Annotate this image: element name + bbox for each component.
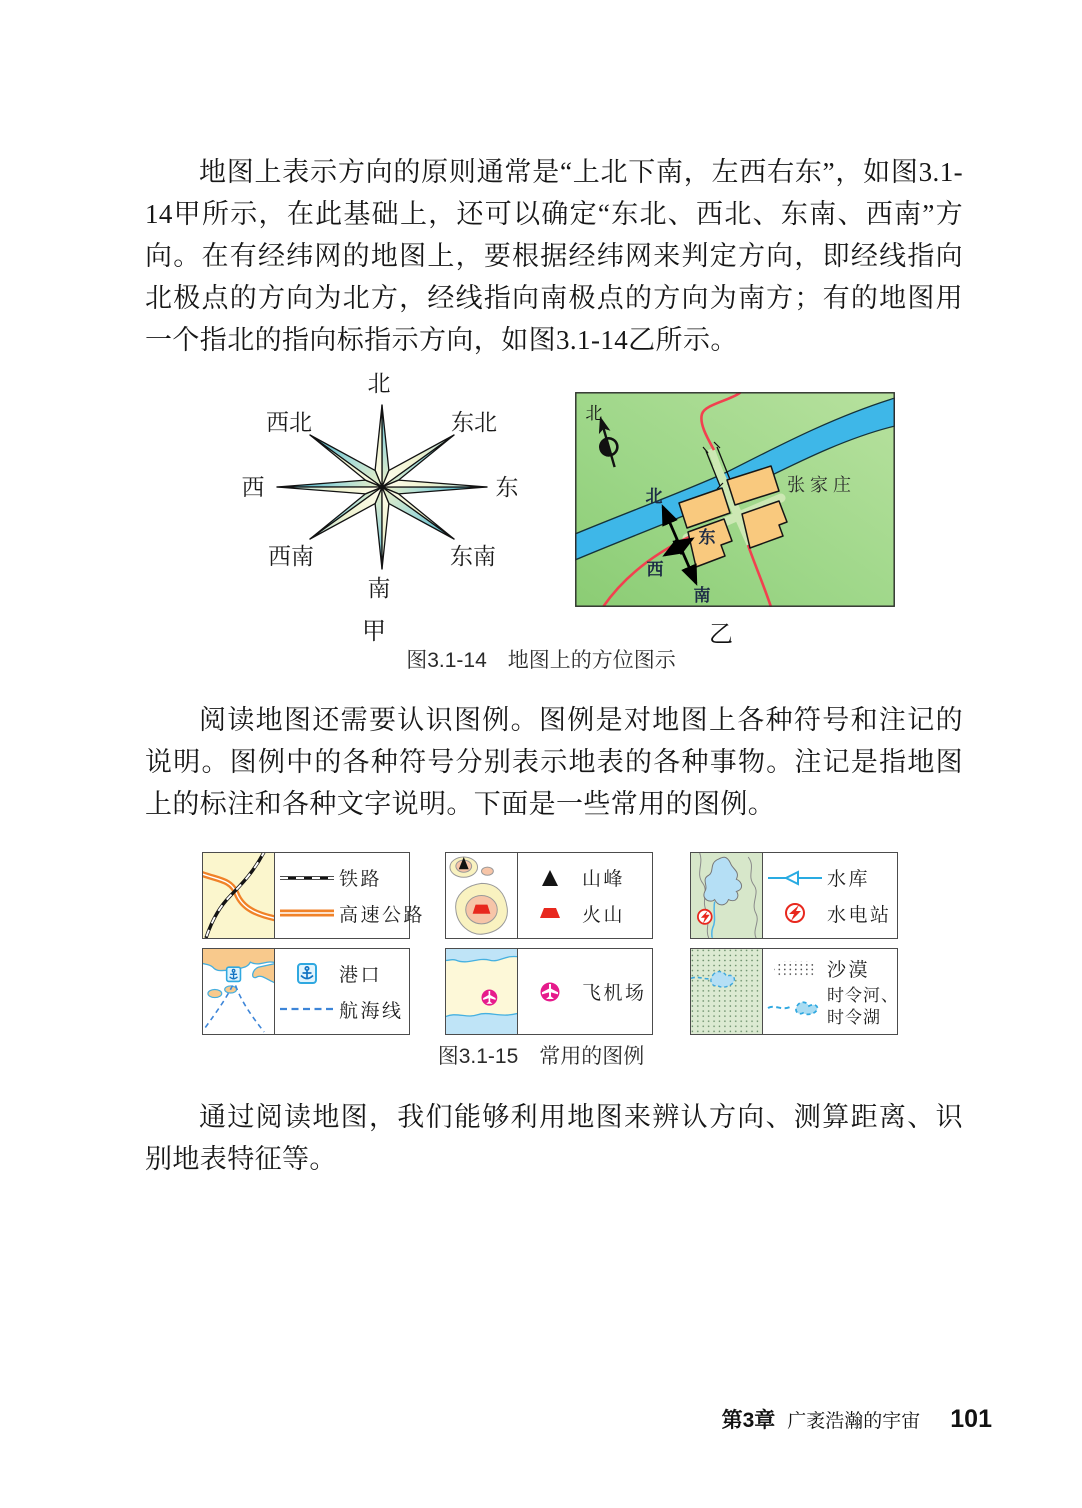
volcano-symbol-icon <box>518 905 582 921</box>
legend-cell-mountain-volcano <box>445 852 653 939</box>
highway-symbol-icon <box>275 905 339 921</box>
legend-label-searoute: 航海线 <box>339 1000 404 1022</box>
legend-cell-airport <box>445 948 653 1035</box>
page-footer <box>722 1404 992 1434</box>
compass-label-north: 北 <box>367 371 391 396</box>
legend-sample-mountain-volcano <box>446 853 518 938</box>
mountain-peak-symbol-icon <box>518 868 582 888</box>
figure14-caption: 图3.1-14 地图上的方位图示 <box>406 649 676 672</box>
railway-symbol-icon <box>275 870 339 886</box>
compass-rose-figure <box>217 367 547 607</box>
legend-label-reservoir: 水库 <box>827 869 871 891</box>
legend-sample-airport <box>446 949 518 1034</box>
map-dir-north-label: 北 <box>645 487 663 506</box>
footer-chapter-number: 第3章 <box>721 1409 776 1432</box>
paragraph-map-directions: 地图上表示方向的原则通常是“上北下南，左西右东”，如图3.1-14甲所示，在此基础上，还可以确定“东北、西北、东南、西南”方向。在有经纬网的地图上，要根据经纬网来判定方向，即经线指向北极点的方向为北方，经线指向南极点的方向为南方；有的地图用一个指北的指向标指示方向，如图3.1-14乙所示。 <box>145 157 963 355</box>
compass-label-southeast: 东南 <box>450 544 496 569</box>
legend-sample-railway-highway <box>203 853 275 938</box>
compass-label-northeast: 东北 <box>451 410 497 435</box>
legend-label-volcano: 火山 <box>582 904 626 926</box>
paragraph-map-uses: 通过阅读地图，我们能够利用地图来辨认方向、测算距离、识别地表特征等。 <box>145 1102 963 1174</box>
legend-label-desert: 沙漠 <box>827 960 871 982</box>
seasonal-river-lake-symbol-icon <box>763 994 827 1020</box>
compass-label-northwest: 西北 <box>266 410 312 435</box>
legend-label-railway: 铁路 <box>339 869 383 891</box>
legend-sample-desert-seasonal <box>691 949 763 1034</box>
map-dir-east-label: 东 <box>698 528 716 547</box>
village-map-figure <box>575 392 895 607</box>
legend-label-hydropower: 水电站 <box>827 904 892 926</box>
compass-label-east: 东 <box>495 475 519 500</box>
village-name-label: 张家庄 <box>787 475 856 495</box>
legend-sample-reservoir-hydro <box>691 853 763 938</box>
compass-label-west: 西 <box>241 475 265 500</box>
figure15-caption: 图3.1-15 常用的图例 <box>437 1045 645 1068</box>
figure14-sublabel-b: 乙 <box>709 622 733 648</box>
compass-label-southwest: 西南 <box>268 544 314 569</box>
legend-label-mountain: 山峰 <box>582 869 626 891</box>
legend-sample-port-searoute <box>203 949 275 1034</box>
legend-cell-reservoir-hydro <box>690 852 898 939</box>
paragraph-map-legend: 阅读地图还需要认识图例。图例是对地图上各种符号和注记的说明。图例中的各种符号分别表示地表的各种事物。注记是指地图上的标注和各种文字说明。下面是一些常用的图例。 <box>145 705 963 819</box>
footer-chapter-title: 广袤浩瀚的宇宙 <box>787 1411 921 1432</box>
map-dir-south-label: 南 <box>693 586 711 605</box>
legend-label-airport: 飞机场 <box>582 983 647 1004</box>
map-north-marker-label: 北 <box>585 404 603 423</box>
legend-cell-desert-seasonal <box>690 948 898 1035</box>
hydropower-symbol-icon <box>763 901 827 925</box>
port-symbol-icon <box>275 962 339 986</box>
reservoir-symbol-icon <box>763 868 827 888</box>
searoute-symbol-icon <box>275 1003 339 1015</box>
desert-symbol-icon <box>763 959 827 979</box>
legend-cell-railway-highway <box>202 852 426 939</box>
compass-label-south: 南 <box>367 576 391 601</box>
legend-cell-port-searoute <box>202 948 410 1035</box>
legend-label-seasonal: 时令河、 时令湖 <box>827 986 899 1027</box>
footer-page-number: 101 <box>950 1405 992 1433</box>
figure14-sublabel-a: 甲 <box>362 619 386 645</box>
legend-label-port: 港口 <box>339 965 383 987</box>
map-dir-west-label: 西 <box>646 560 664 579</box>
legend-label-highway: 高速公路 <box>339 904 426 926</box>
airport-symbol-icon <box>518 980 582 1004</box>
